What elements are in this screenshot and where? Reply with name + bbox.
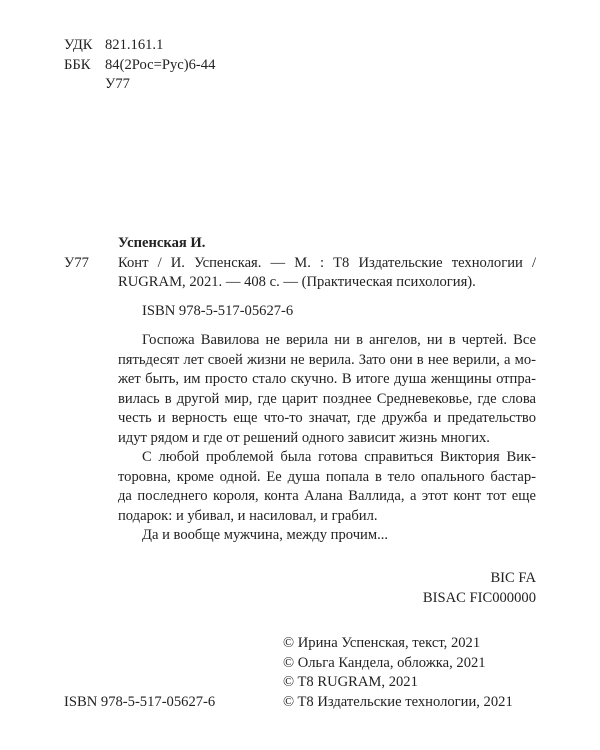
footer-isbn: ISBN 978-5-517-05627-6 [64, 693, 216, 710]
udk-value: 821.161.1 [105, 37, 164, 53]
bbk-label: ББК [64, 56, 91, 73]
annotation-line: жет быть, им просто стало скучно. В итоге душа женщины отпра- [118, 371, 536, 387]
annotation-line: да последнего короля, конта Алана Валлида, а этот конт тот еще [118, 488, 536, 504]
copyright-line: © Ольга Кандела, обложка, 2021 [283, 654, 486, 671]
copyright-line: © T8 Издательские технологии, 2021 [283, 693, 513, 710]
catalog-title-line-2: RUGRAM, 2021. — 408 с. — (Практическая психология). [118, 274, 476, 290]
catalog-title-line-1: Конт / И. Успенская. — М. : Т8 Издательские технологии / [118, 254, 536, 271]
bic-code: BIC FA [490, 570, 536, 586]
annotation-line: Госпожа Вавилова не верила ни в ангелов, ни в чертей. Все [142, 332, 536, 348]
author-heading: Успенская И. [118, 235, 206, 251]
annotation-line: пятьдесят лет своей жизни не верила. Зато они в нее верили, а мо- [118, 351, 536, 368]
catalog-isbn: ISBN 978-5-517-05627-6 [142, 303, 294, 319]
bbk-line [64, 56, 215, 76]
annotation-line: идут рядом и где от решений одного зависит жизнь многих. [118, 429, 490, 446]
copyright-line: © Ирина Успенская, текст, 2021 [283, 635, 481, 651]
annotation-line: С любой проблемой была готова справиться Виктория Вик- [142, 449, 536, 465]
catalog-author-sign: У77 [64, 254, 89, 271]
annotation-line: вилась в другой мир, где царит позднее Средневековье, где слова [118, 390, 536, 407]
classification-author-sign: У77 [105, 76, 130, 92]
udk-label: УДК [64, 37, 93, 53]
bbk-value: 84(2Рос=Рус)6-44 [105, 56, 216, 73]
annotation-line: торовна, кроме одной. Ее душа попала в тело опального бастар- [118, 468, 536, 485]
udk-line [64, 36, 163, 56]
bisac-code: BISAC FIC000000 [422, 589, 536, 606]
annotation-line: Да и вообще мужчина, между прочим... [142, 527, 389, 543]
copyright-line: © T8 RUGRAM, 2021 [283, 674, 418, 690]
annotation-line: подарок: и убивал, и насиловал, и грабил. [118, 507, 378, 524]
annotation-line: честь и верность еще что-то значат, где дружба и предательство [118, 410, 536, 426]
